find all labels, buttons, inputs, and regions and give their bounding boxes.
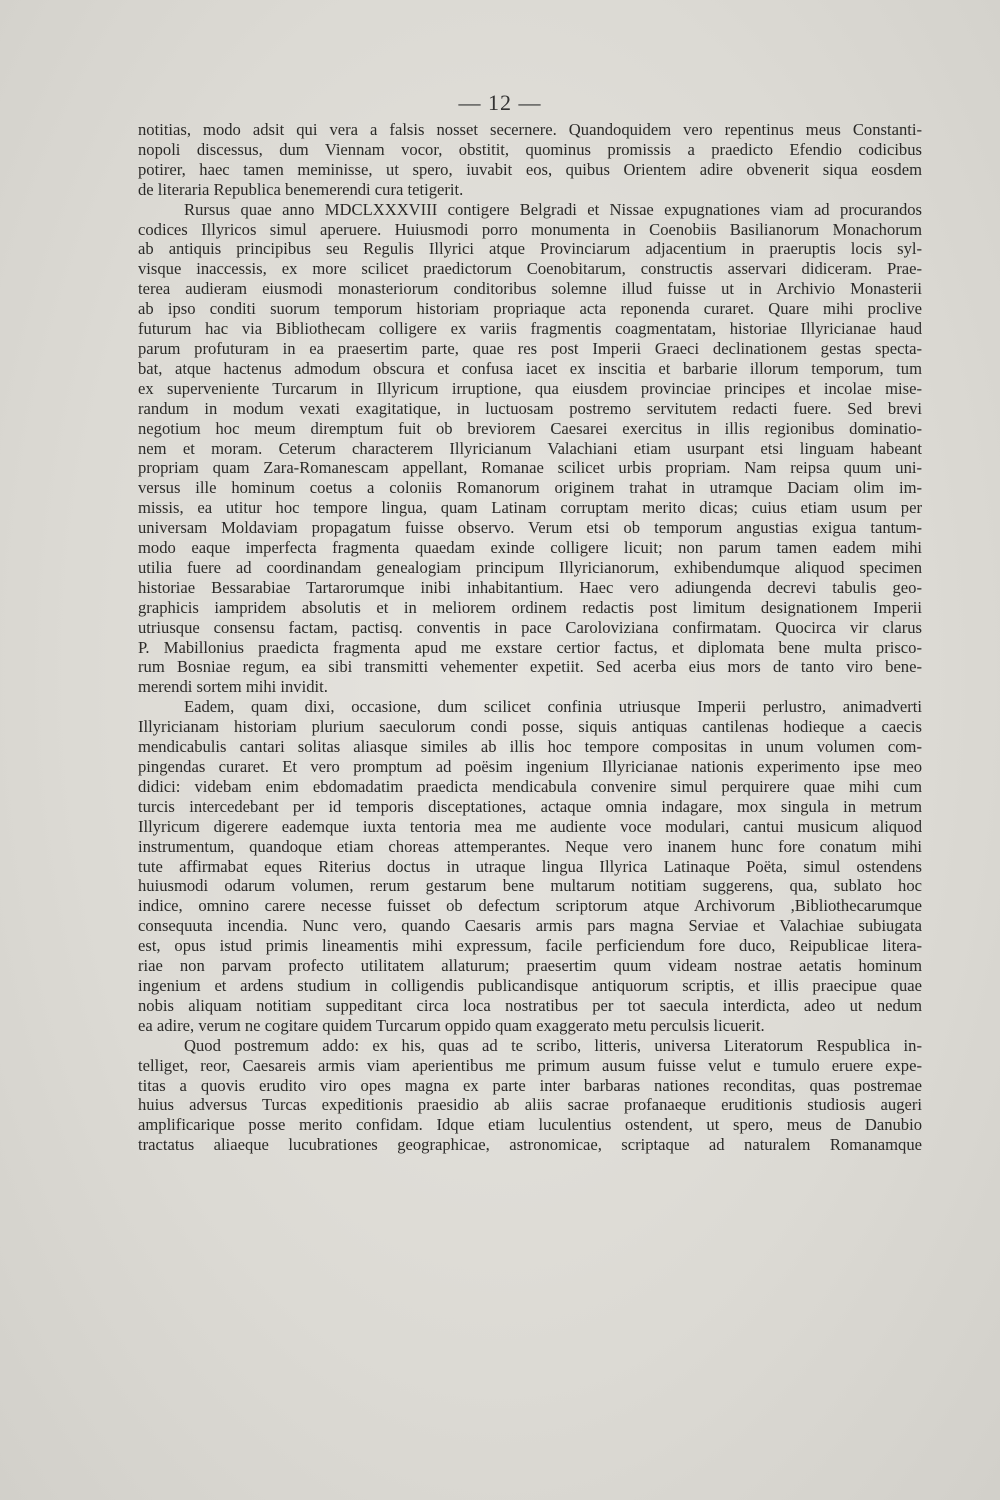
paragraph bbox=[138, 1036, 922, 1155]
paragraph bbox=[138, 200, 922, 698]
text-line: Illyricum digerere eademque iuxta tentoria mea me audiente voce modulari, cantui musicum aliquod bbox=[138, 816, 922, 836]
text-line: tute affirmabat eques Riterius doctus in utraque lingua Illyrica Latinaque Poëta, simul ostendens bbox=[138, 856, 922, 876]
text-line: missis, ea utitur hoc tempore lingua, quam Latinam corruptam merito dicas; cuius etiam usum per bbox=[138, 498, 922, 518]
text-line: ingenium et ardens studium in colligendis publicandisque antiquorum scriptis, et illis praecipue quae bbox=[138, 975, 922, 995]
text-line: terea audieram eiusmodi monasteriorum conditoribus solemne illud fuisse ut in Archivio Monasterii bbox=[138, 279, 922, 299]
page-number: — 12 — bbox=[458, 90, 542, 115]
text-line: bat, atque hactenus admodum obscura et confusa iacet ex inscitia et barbarie illorum temporum, tum bbox=[138, 358, 922, 378]
text-line: versus ille hominum coetus a coloniis Romanorum originem trahat in utramque Daciam olim im- bbox=[138, 478, 922, 498]
text-line: parum profuturam in ea praesertim parte, quae res post Imperii Graeci declinationem gestas specta- bbox=[138, 338, 922, 358]
text-line: universam Moldaviam propagatum fuisse observo. Verum etsi ob temporum angustias exigua tantum- bbox=[138, 518, 922, 538]
text-line: riae non parvam profecto utilitatem allaturum; praesertim quum videam nostrae aetatis hominum bbox=[138, 956, 922, 976]
text-line: mendicabulis cantari solitas aliasque similes ab illis hoc tempore compositas in unum volumen com- bbox=[138, 737, 922, 757]
text-line: de literaria Republica benemerendi cura tetigerit. bbox=[138, 179, 464, 199]
text-line: propriam quam Zara-Romanescam appellant, Romanae scilicet urbis propriam. Nam reipsa quum uni- bbox=[138, 458, 922, 478]
text-line: graphicis iampridem absolutis et in meliorem ordinem redactis post limitum designationem Imperii bbox=[138, 597, 922, 617]
text-line: nem et moram. Ceterum characterem Illyricianum Valachiani etiam usurpant etsi linguam habeant bbox=[138, 438, 922, 458]
text-line: titas a quovis erudito viro opes magna ex parte inter barbaras nationes reconditas, quas postremae bbox=[138, 1075, 922, 1095]
text-line: notitias, modo adsit qui vera a falsis nosset secernere. Quandoquidem vero repentinus meus Constanti- bbox=[138, 120, 922, 139]
text-line: indice, omnino carere necesse fuisset ob defectum scriptorum atque Archivorum ,Bibliothecarumque bbox=[138, 896, 922, 916]
text-line: merendi sortem mihi invidit. bbox=[138, 677, 328, 697]
text-line: Rursus quae anno MDCLXXXVIII contigere Belgradi et Nissae expugnationes viam ad procurandos bbox=[184, 199, 922, 219]
text-line: huius adversus Turcas expeditionis praesidio ab aliis sacrae profanaeque eruditionis studiosis augeri bbox=[138, 1095, 922, 1115]
text-line: futurum hac via Bibliothecam colligere ex variis fragmentis coagmentatam, historiae Illyricianae haud bbox=[138, 319, 922, 339]
text-line: potirer, haec tamen meminisse, ut spero, iuvabit eos, quibus Orientem adire obvenerit siqua eosdem bbox=[138, 159, 922, 179]
text-line: Illyricianam historiam plurium saeculorum condi posse, siquis antiquas cantilenas hodieque a caecis bbox=[138, 717, 922, 737]
text-line: historiae Bessarabiae Tartarorumque inibi inhabitantium. Haec vero adiungenda decrevi tabulis geo- bbox=[138, 577, 922, 597]
text-line: rum Bosniae regum, ea sibi transmitti vehementer expetiit. Sed acerba eius mors de tanto viro bene- bbox=[138, 657, 922, 677]
text-line: modo eaque imperfecta fragmenta quaedam exinde colligere licuit; non parum tamen eadem mihi bbox=[138, 538, 922, 558]
text-line: instrumentum, quandoque etiam choreas attemperantes. Neque vero inanem hunc fore conatum mihi bbox=[138, 836, 922, 856]
text-line: nobis aliquam notitiam suppeditant circa loca nostratibus per tot saecula interdicta, adeo ut nedum bbox=[138, 995, 922, 1015]
text-line: tractatus aliaeque lucubrationes geographicae, astronomicae, scriptaque ad naturalem Romanamque bbox=[138, 1135, 922, 1155]
text-line: utriusque consensu factam, pactisq. conventis in pace Caroloviziana confirmatam. Quocirca vir clarus bbox=[138, 617, 922, 637]
text-line: Quod postremum addo: ex his, quas ad te scribo, litteris, universa Literatorum Respublica in- bbox=[184, 1035, 922, 1055]
text-line: nopoli discessus, dum Viennam vocor, obstitit, quominus promissis a praedicto Efendio codicibus bbox=[138, 139, 922, 159]
text-line: P. Mabillonius praedicta fragmenta apud me exstare certior factus, et diplomata bene multa prisco- bbox=[138, 637, 922, 657]
text-line: negotium hoc meum diremptum fuit ob breviorem Caesarei exercitus in illis regionibus dominatio- bbox=[138, 418, 922, 438]
body-text bbox=[138, 120, 922, 1155]
text-line: ab antiquis principibus seu Regulis Illyrici atque Provinciarum adjacentium in praeruptis locis syl- bbox=[138, 239, 922, 259]
text-line: amplificarique posse merito confidam. Idque etiam luculentius ostendent, ut spero, meus de Danubio bbox=[138, 1115, 922, 1135]
text-line: consequuta incendia. Nunc vero, quando Caesaris armis pars magna Serviae et Valachiae subiugata bbox=[138, 916, 922, 936]
text-line: huiusmodi odarum volumen, rerum gestarum bene multarum notitiam suggerens, qua, sublato hoc bbox=[138, 876, 922, 896]
text-line: pingendas curaret. Et vero promptum ad poësim ingenium Illyricianae nationis experimento ipse meo bbox=[138, 757, 922, 776]
paragraph bbox=[138, 120, 922, 200]
text-line: ea adire, verum ne cogitare quidem Turcarum oppido quam exaggerato metu perculsis licuerit. bbox=[138, 1015, 765, 1035]
text-line: ab ipso conditi suorum temporum historiam propriaque acta reponenda curaret. Quare mihi proclive bbox=[138, 299, 922, 319]
text-line: telliget, reor, Caesareis armis viam aperientibus me primum ausum fuisse velut e tumulo eruere expe- bbox=[138, 1055, 922, 1075]
paragraph bbox=[138, 697, 922, 1035]
text-line: codices Illyricos simul aperuere. Huiusmodi porro monumenta in Coenobiis Basilianorum Monachorum bbox=[138, 219, 922, 239]
text-line: didici: videbam enim ebdomadatim praedicta mendicabula convenire simul perquirere quae mihi cum bbox=[138, 776, 922, 796]
text-line: randum in modum vexati exagitatique, in luctuosam postremo servitutem redacti fuere. Sed brevi bbox=[138, 398, 922, 418]
text-line: visque inaccessis, ex more scilicet praedictorum Coenobitarum, constructis asservari didiceram. Prae- bbox=[138, 259, 922, 279]
text-line: turcis intercedebant per id temporis disceptationes, actaque omnia indagare, mox singula in metrum bbox=[138, 796, 922, 816]
text-line: utilia fuere ad coordinandam genealogiam principum Illyricianorum, exhibendumque aliquod specimen bbox=[138, 557, 922, 577]
text-line: Eadem, quam dixi, occasione, dum scilicet confinia utriusque Imperii perlustro, animadverti bbox=[184, 697, 922, 717]
text-line: est, opus istud primis lineamentis mihi expressum, facile perficiendum fore duco, Reipublicae litera- bbox=[138, 936, 922, 956]
text-line: ex superveniente Turcarum in Illyricum irruptione, qua eiusdem provinciae principes et incolae mise- bbox=[138, 378, 922, 398]
